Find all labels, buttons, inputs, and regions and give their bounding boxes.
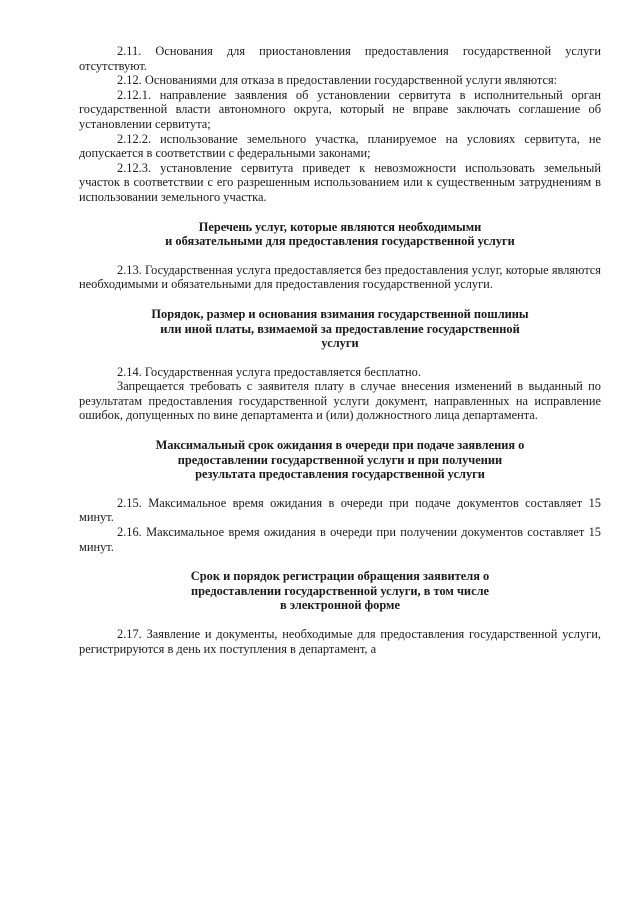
paragraph-2-12-1: 2.12.1. направление заявления об установлении сервитута в исполнительный орган государственной власти автономного округа, который не вправе заключать соглашение об установлении сервитута; [79, 87, 601, 131]
heading-line: предоставлении государственной услуги и при получении [177, 452, 503, 467]
spacer [79, 554, 601, 569]
spacer [79, 482, 601, 496]
paragraph-2-12-2: 2.12.2. использование земельного участка, планируемое на условиях сервитута, не допускается в соответствии с федеральными законами; [79, 131, 601, 161]
heading-line: Порядок, размер и основания взимания государственной пошлины [151, 306, 529, 321]
paragraph-2-16: 2.16. Максимальное время ожидания в очереди при получении документов составляет 15 минут. [79, 525, 601, 554]
spacer [79, 351, 601, 365]
heading-line: Максимальный срок ожидания в очереди при подаче заявления о [155, 438, 525, 453]
spacer [79, 292, 601, 307]
section-heading-required-services [79, 220, 601, 249]
paragraph-2-11: 2.11. Основания для приостановления предоставления государственной услуги отсутствуют. [79, 44, 601, 73]
heading-line: Срок и порядок регистрации обращения заявителя о [190, 569, 490, 584]
heading-line: и обязательными для предоставления государственной услуги [165, 234, 515, 249]
heading-line: Перечень услуг, которые являются необходимыми [198, 219, 482, 234]
paragraph-2-12: 2.12. Основаниями для отказа в предоставлении государственной услуги являются: [117, 73, 558, 88]
heading-line: в электронной форме [280, 598, 400, 613]
spacer [79, 205, 601, 220]
paragraph-2-13: 2.13. Государственная услуга предоставляется без предоставления услуг, которые являются необходимыми и обязательными для предоставления государственной услуги. [79, 262, 601, 292]
paragraph-2-14: 2.14. Государственная услуга предоставляется бесплатно. [117, 364, 421, 379]
section-heading-fee [79, 307, 601, 351]
heading-line: услуги [321, 336, 359, 351]
spacer [79, 613, 601, 627]
section-heading-queue-time [79, 438, 601, 482]
heading-line: предоставлении государственной услуги, в том числе [190, 583, 490, 598]
heading-line: результата предоставления государственной услуги [195, 467, 485, 482]
heading-line: или иной платы, взимаемой за предоставление государственной [160, 321, 520, 336]
paragraph-2-12-3: 2.12.3. установление сервитута приведет к невозможности использовать земельный участок в соответствии с его разрешенным использованием или к существенным затруднениям в использовании земельного участка. [79, 160, 601, 204]
paragraph-2-15: 2.15. Максимальное время ожидания в очереди при подаче документов составляет 15 минут. [79, 495, 601, 525]
spacer [79, 249, 601, 263]
spacer [79, 423, 601, 438]
section-heading-registration [79, 569, 601, 613]
paragraph-fee-prohibition: Запрещается требовать с заявителя плату в случае внесения изменений в выданный по результатам предоставления государственной услуги документ, направленных на исправление ошибок, допущенных по вине департамента и (или) должностного лица департамента. [79, 379, 601, 423]
document-body [79, 44, 601, 656]
paragraph-2-17: 2.17. Заявление и документы, необходимые для предоставления государственной услуги, регистрируются в день их поступления в департамент, а [79, 627, 601, 656]
